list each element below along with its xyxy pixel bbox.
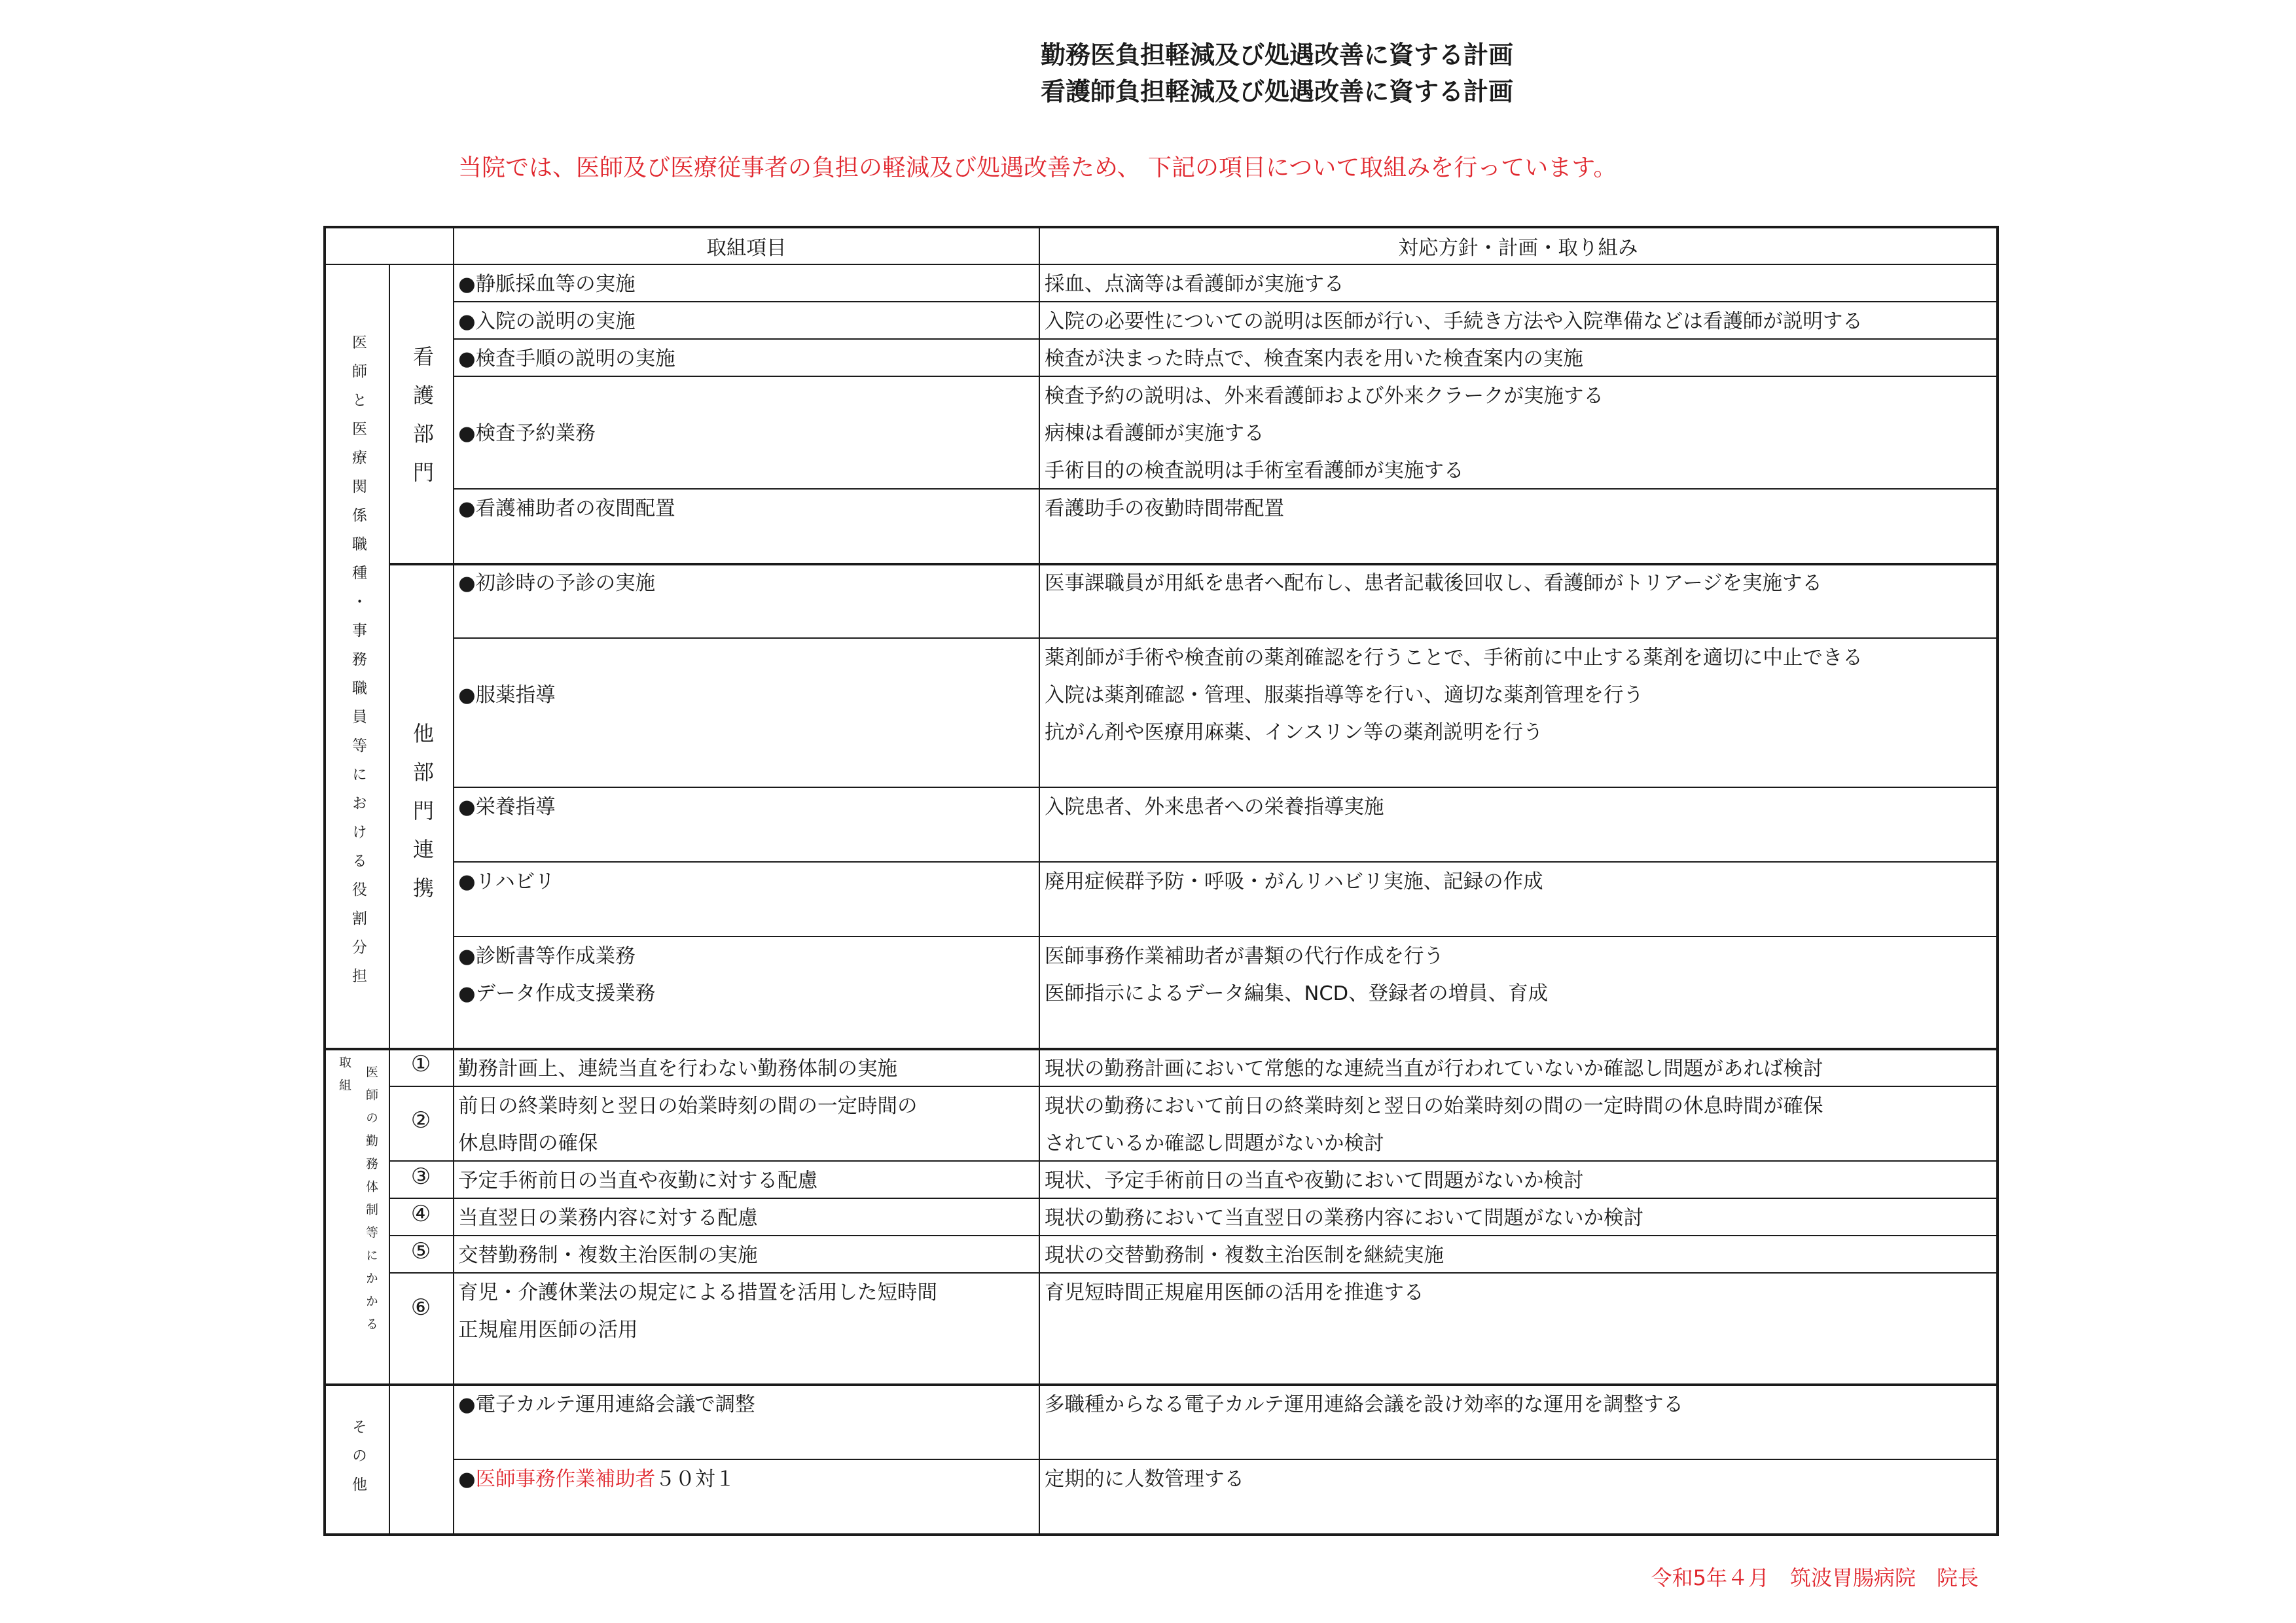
nursing-policy: 病棟は看護師が実施する [1045,422,1265,445]
nursing-policy: 入院の必要性についての説明は医師が行い、手続き方法や入院準備などは看護師が説明する [1045,310,1863,333]
nursing-policy: 採血、点滴等は看護師が実施する [1045,273,1344,296]
group-label-doctor-duty: 医師の勤務体制等にかかる [364,1065,378,1340]
duty-number: ⑤ [410,1238,431,1264]
column-header-policy: 対応方針・計画・取り組み [1398,237,1638,260]
footer-signature: 令和5年４月 筑波胃腸病院 院長 [1651,1565,1979,1590]
other-dept-policy: 医師指示によるデータ編集、NCD、登録者の増員、育成 [1045,982,1549,1005]
other-dept-policy: 入院患者、外来患者への栄養指導実施 [1045,796,1384,819]
group-label-other: その他 [350,1419,367,1505]
intro-statement: 当院では、医師及び医療従事者の負担の軽減及び処遇改善ため、 下記の項目について取組みを行っています。 [458,154,1617,181]
duty-policy: されているか確認し問題がないか検討 [1045,1132,1384,1155]
other-dept-policy: 医師事務作業補助者が書類の代行作成を行う [1045,945,1444,968]
misc-policy: 定期的に人数管理する [1045,1468,1244,1491]
other-dept-policy: 廃用症候群予防・呼吸・がんリハビリ実施、記録の作成 [1045,870,1543,893]
duty-item: 交替勤務制・複数主治医制の実施 [458,1244,758,1267]
other-dept-item: ●初診時の予診の実施 [458,572,656,595]
duty-item: 前日の終業時刻と翌日の始業時刻の間の一定時間の [458,1095,918,1118]
misc-item-label: 電子カルテ運用連絡会議で調整 [475,1393,755,1416]
column-header-item: 取組項目 [706,237,787,260]
page-title-line-2: 看護師負担軽減及び処遇改善に資する計画 [1041,77,1514,106]
other-dept-item: ●リハビリ [458,870,555,893]
duty-item: 正規雇用医師の活用 [458,1319,638,1342]
nursing-policy: 検査が決まった時点で、検査案内表を用いた検査案内の実施 [1045,348,1583,370]
duty-number: ⑥ [410,1294,431,1321]
duty-policy: 現状の勤務計画において常態的な連続当直が行われていないか確認し問題があれば検討 [1045,1058,1823,1080]
group-label-role-sharing: 医師と医療関係職種・事務職員等における役割分担 [350,334,367,997]
misc-item-ratio: ５０対１ [655,1468,736,1491]
misc-item [458,1463,735,1491]
misc-item [458,1388,755,1417]
bullet: ● [458,1468,476,1491]
duty-number: ③ [410,1164,431,1190]
other-dept-item: ●栄養指導 [458,796,556,819]
duty-item: 休息時間の確保 [458,1132,598,1155]
other-dept-policy: 医事課職員が用紙を患者へ配布し、患者記載後回収し、看護師がトリアージを実施する [1045,572,1822,595]
nursing-policy: 看護助手の夜勤時間帯配置 [1045,497,1284,520]
bullet: ● [458,1393,476,1416]
other-dept-item: ●服薬指導 [458,684,556,707]
nursing-policy: 手術目的の検査説明は手術室看護師が実施する [1045,459,1464,482]
duty-number: ④ [410,1201,431,1227]
other-dept-item: ●データ作成支援業務 [458,982,656,1005]
duty-item: 当直翌日の業務内容に対する配慮 [458,1207,758,1230]
nursing-item: ●看護補助者の夜間配置 [458,497,675,520]
duty-number: ① [410,1051,431,1077]
group-label-nursing-dept: 看護部門 [410,346,435,500]
duty-policy: 育児短時間正規雇用医師の活用を推進する [1045,1281,1424,1304]
other-dept-item: ●診断書等作成業務 [458,945,636,968]
other-dept-policy: 薬剤師が手術や検査前の薬剤確認を行うことで、手術前に中止する薬剤を適切に中止できる [1045,647,1863,669]
duty-policy: 現状の勤務において当直翌日の業務内容において問題がないか検討 [1045,1207,1643,1230]
group-label-other-dept: 他部門連携 [410,722,435,916]
misc-policy: 多職種からなる電子カルテ運用連絡会議を設け効率的な運用を調整する [1045,1393,1683,1416]
duty-policy: 現状の交替勤務制・複数主治医制を継続実施 [1045,1244,1444,1267]
other-dept-policy: 入院は薬剤確認・管理、服薬指導等を行い、適切な薬剤管理を行う [1045,684,1643,707]
nursing-item: ●検査手順の説明の実施 [458,348,675,370]
duty-policy: 現状、予定手術前日の当直や夜勤において問題がないか検討 [1045,1169,1584,1192]
duty-policy: 現状の勤務において前日の終業時刻と翌日の始業時刻の間の一定時間の休息時間が確保 [1045,1095,1823,1118]
nursing-policy: 検査予約の説明は、外来看護師および外来クラークが実施する [1045,385,1604,408]
other-dept-policy: 抗がん剤や医療用麻薬、インスリン等の薬剤説明を行う [1045,721,1543,744]
duty-item: 勤務計画上、連続当直を行わない勤務体制の実施 [458,1058,897,1080]
group-label-initiatives: 取組 [337,1056,351,1101]
nursing-item: ●静脈採血等の実施 [458,273,636,296]
page-title-line-1: 勤務医負担軽減及び処遇改善に資する計画 [1041,41,1514,69]
nursing-item: ●検査予約業務 [458,422,596,445]
duty-number: ② [410,1107,431,1133]
duty-item: 育児・介護休業法の規定による措置を活用した短時間 [458,1281,937,1304]
nursing-item: ●入院の説明の実施 [458,310,636,333]
duty-item: 予定手術前日の当直や夜勤に対する配慮 [458,1169,817,1192]
misc-item-label-highlight: 医師事務作業補助者 [475,1468,656,1491]
